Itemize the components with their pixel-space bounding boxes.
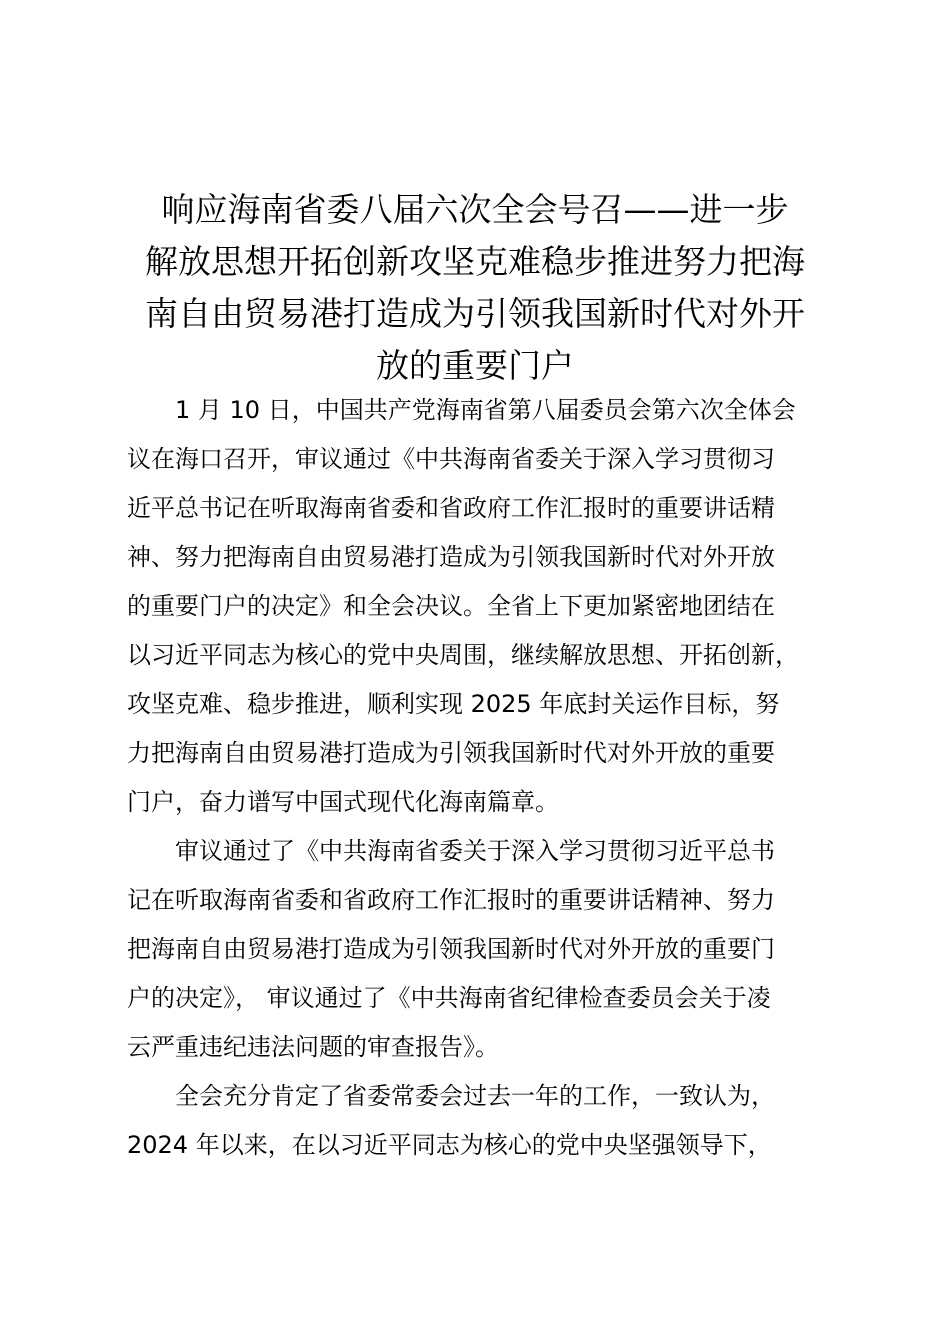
text-line: 记在听取海南省委和省政府工作汇报时的重要讲话精神、努力: [127, 886, 775, 914]
text-line: 2024 年以来，在以习近平同志为核心的党中央坚强领导下，: [127, 1131, 772, 1159]
title-line: 南自由贸易港打造成为引领我国新时代对外开: [145, 294, 805, 333]
text-line: 门户，奋力谱写中国式现代化海南篇章。: [127, 788, 559, 816]
text-line: 户的决定》， 审议通过了《中共海南省纪律检查委员会关于凌: [127, 984, 771, 1012]
text-line: 审议通过了《中共海南省委关于深入学习贯彻习近平总书: [127, 837, 775, 865]
text-line: 把海南自由贸易港打造成为引领我国新时代对外开放的重要门: [127, 935, 775, 963]
text-line: 力把海南自由贸易港打造成为引领我国新时代对外开放的重要: [127, 739, 775, 767]
text-line: 神、努力把海南自由贸易港打造成为引领我国新时代对外开放: [127, 543, 775, 571]
text-line: 1 月 10 日，中国共产党海南省第八届委员会第六次全体会: [127, 396, 796, 424]
paragraph-1: [127, 386, 887, 827]
title-line: 响应海南省委八届六次全会号召——进一步: [161, 190, 789, 229]
text-line: 议在海口召开，审议通过《中共海南省委关于深入学习贯彻习: [127, 445, 775, 473]
text-line: 攻坚克难、稳步推进，顺利实现 2025 年底封关运作目标，努: [127, 690, 780, 718]
title-line: 解放思想开拓创新攻坚克难稳步推进努力把海: [145, 242, 805, 281]
document-body: [127, 386, 887, 1170]
text-line: 以习近平同志为核心的党中央周围，继续解放思想、开拓创新，: [127, 641, 799, 669]
text-line: 云严重违纪违法问题的审查报告》。: [127, 1033, 499, 1061]
paragraph-2: [127, 827, 887, 1072]
text-line: 的重要门户的决定》和全会决议。全省上下更加紧密地团结在: [127, 592, 775, 620]
text-line: 全会充分肯定了省委常委会过去一年的工作，一致认为，: [127, 1082, 775, 1110]
paragraph-3: [127, 1072, 887, 1170]
text-line: 近平总书记在听取海南省委和省政府工作汇报时的重要讲话精: [127, 494, 775, 522]
document-title: [118, 184, 832, 392]
title-line: 放的重要门户: [376, 346, 574, 385]
